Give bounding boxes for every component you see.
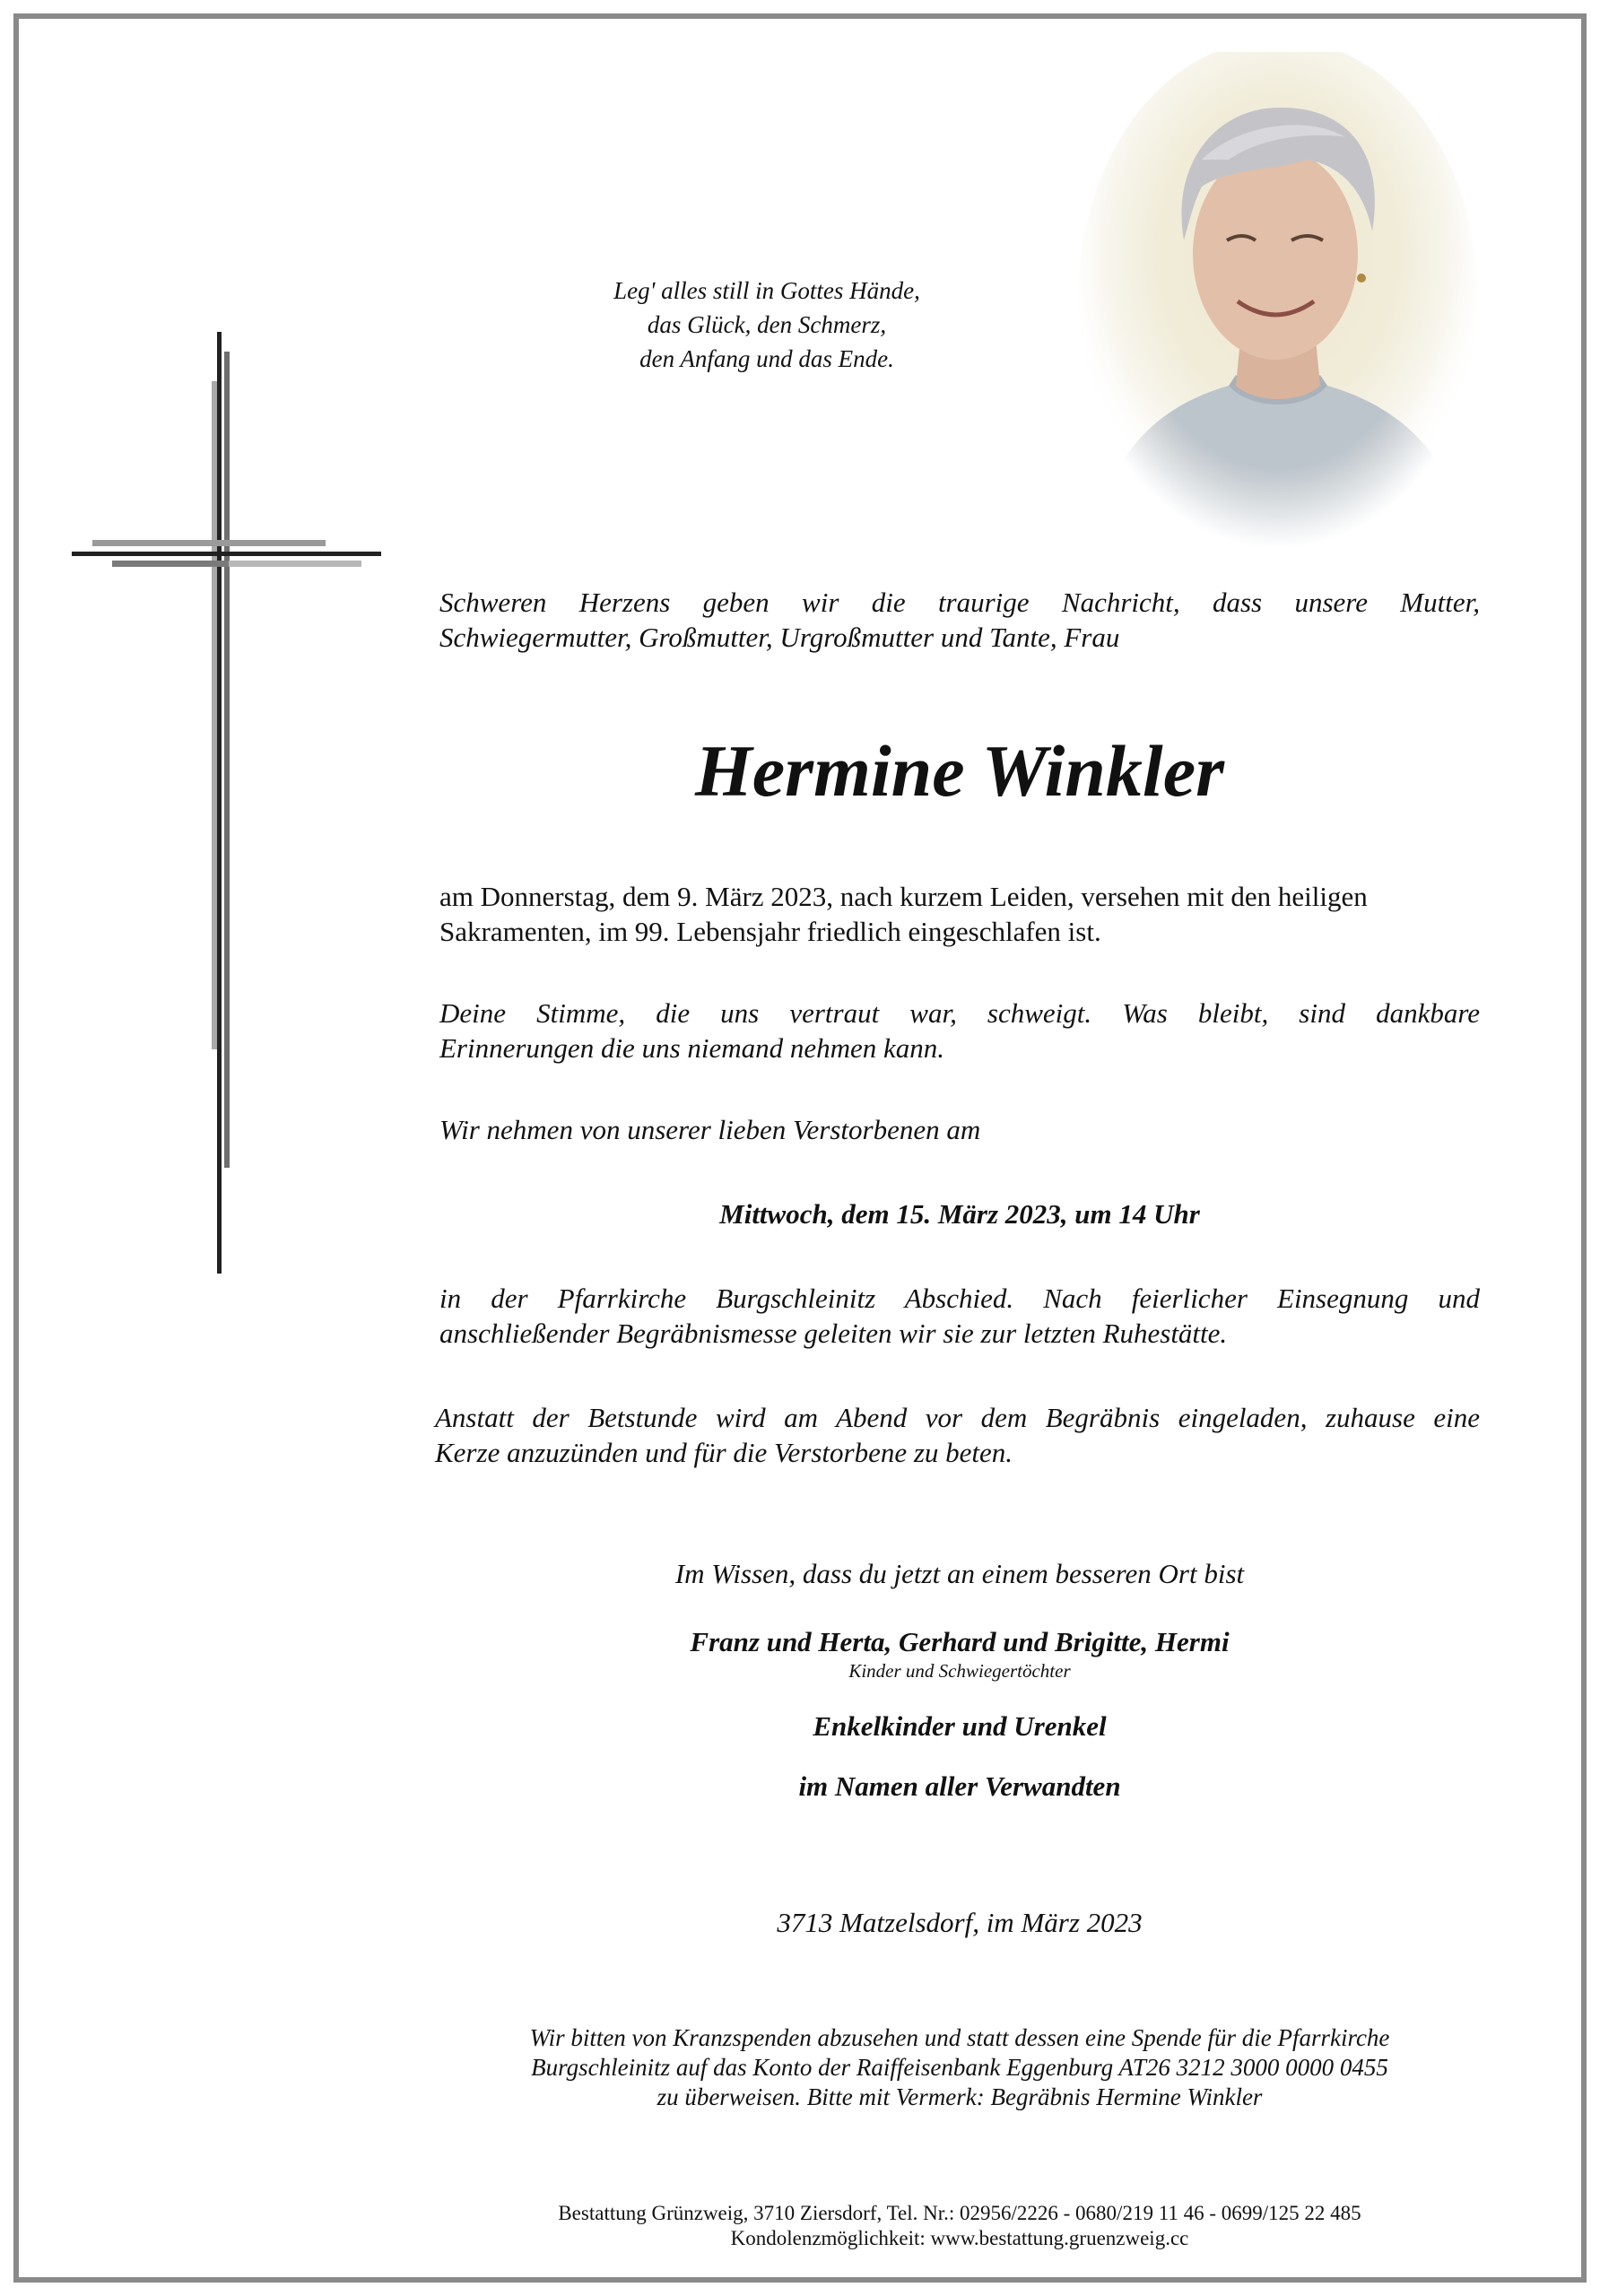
cross-horizontal-upper bbox=[92, 540, 326, 546]
prayer-note-line: Kerze anzuzünden und für die Verstorbene zu beten. bbox=[435, 1437, 1013, 1468]
ceremony-paragraph bbox=[439, 1281, 1480, 1351]
mourners-grandchildren: Enkelkinder und Urenkel bbox=[813, 1710, 1107, 1742]
mourners-children: Franz und Herta, Gerhard und Brigitte, Hermi bbox=[690, 1626, 1230, 1657]
ceremony-line: in der Pfarrkirche Burgschleinitz Abschied. Nach feierlicher Einsegnung und bbox=[439, 1283, 1480, 1314]
farewell-intro bbox=[439, 1112, 1480, 1147]
prayer-note-line: Anstatt der Betstunde wird am Abend vor dem Begräbnis eingeladen, zuhause eine bbox=[435, 1402, 1480, 1433]
poem-line: Leg' alles still in Gottes Hände, bbox=[613, 277, 920, 304]
cross-horizontal-main bbox=[72, 552, 381, 556]
donation-line: Burgschleinitz auf das Konto der Raiffeisenbank Eggenburg AT26 3212 3000 0000 0455 bbox=[531, 2054, 1388, 2081]
death-notice-line: am Donnerstag, dem 9. März 2023, nach kurzem Leiden, versehen mit den heiligen bbox=[439, 881, 1368, 912]
funeral-home-contact: Bestattung Grünzweig, 3710 Ziersdorf, Tel. Nr.: 02956/2226 - 0680/219 11 46 - 0699/125 22 485 bbox=[558, 2202, 1361, 2224]
death-notice bbox=[439, 879, 1480, 949]
closing-line: Im Wissen, dass du jetzt an einem besseren Ort bist bbox=[674, 1558, 1245, 1589]
place-date: 3713 Matzelsdorf, im März 2023 bbox=[777, 1907, 1143, 1938]
deceased-name: Hermine Winkler bbox=[694, 730, 1224, 812]
poem bbox=[529, 274, 1004, 376]
prayer-note bbox=[435, 1400, 1480, 1470]
portrait-photo bbox=[1076, 52, 1480, 563]
poem-line: das Glück, den Schmerz, bbox=[647, 311, 887, 338]
cross-horizontal-lower-light bbox=[229, 561, 361, 567]
memory-line: Deine Stimme, die uns vertraut war, schweigt. Was bleibt, sind dankbare bbox=[439, 997, 1480, 1029]
cross-vertical-dark bbox=[224, 352, 230, 1168]
intro-line: Schweren Herzens geben wir die traurige Nachricht, dass unsere Mutter, bbox=[439, 587, 1480, 618]
poem-line: den Anfang und das Ende. bbox=[639, 345, 894, 372]
condolence-website: Kondolenzmöglichkeit: www.bestattung.gruenzweig.cc bbox=[730, 2227, 1189, 2249]
cross-vertical-main bbox=[217, 332, 222, 1274]
intro-line: Schwiegermutter, Großmutter, Urgroßmutter und Tante, Frau bbox=[439, 622, 1120, 653]
memory-line: Erinnerungen die uns niemand nehmen kann. bbox=[439, 1032, 945, 1064]
mourners-relatives: im Namen aller Verwandten bbox=[798, 1770, 1121, 1802]
memory-paragraph bbox=[439, 996, 1480, 1065]
ceremony-line: anschließender Begräbnismesse geleiten wir sie zur letzten Ruhestätte. bbox=[439, 1318, 1228, 1349]
death-notice-line: Sakramenten, im 99. Lebensjahr friedlich eingeschlafen ist. bbox=[439, 916, 1101, 947]
funeral-date: Mittwoch, dem 15. März 2023, um 14 Uhr bbox=[719, 1198, 1200, 1230]
donation-line: zu überweisen. Bitte mit Vermerk: Begräbnis Hermine Winkler bbox=[657, 2083, 1263, 2110]
donation-line: Wir bitten von Kranzspenden abzusehen und statt dessen eine Spende für die Pfarrkirche bbox=[529, 2024, 1390, 2051]
intro-paragraph bbox=[439, 585, 1480, 655]
farewell-intro-line: Wir nehmen von unserer lieben Verstorbenen am bbox=[439, 1114, 981, 1145]
mourners-children-label: Kinder und Schwiegertöchter bbox=[848, 1660, 1071, 1682]
